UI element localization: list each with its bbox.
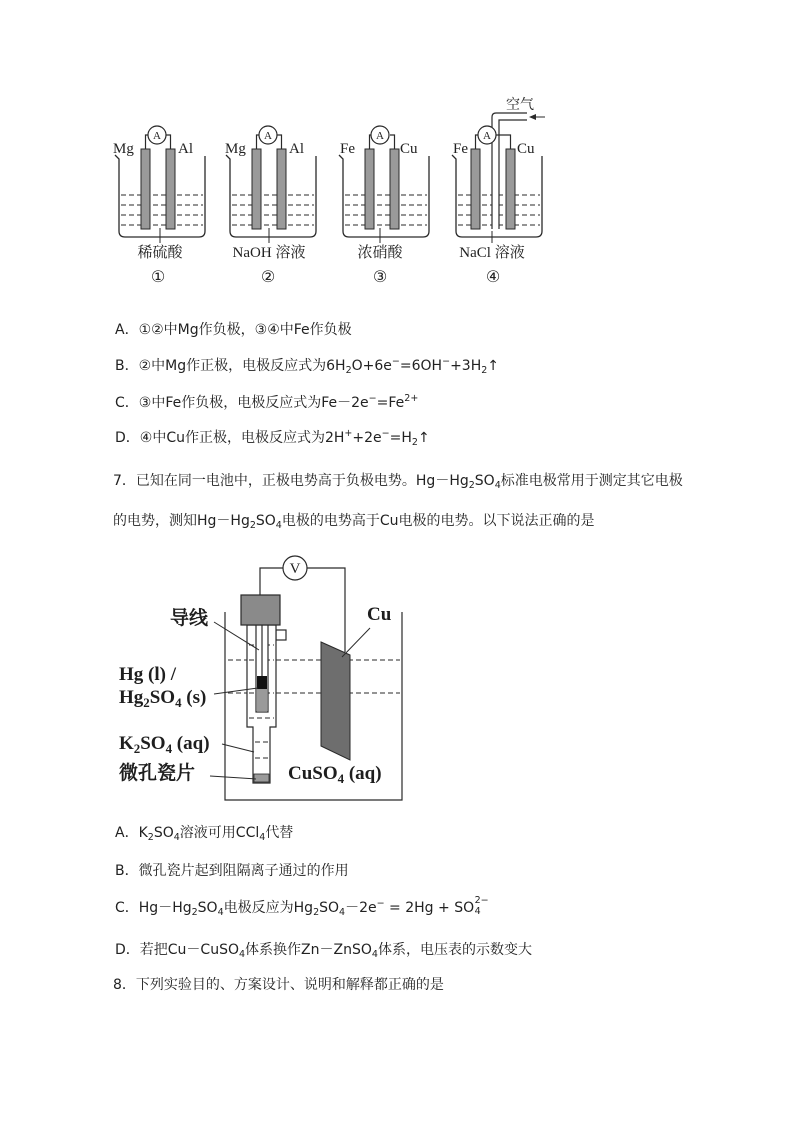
superscript: −	[376, 898, 385, 910]
left-electrode	[252, 149, 261, 229]
subscript: 2	[481, 365, 488, 377]
side-arm	[276, 630, 286, 640]
solution-label: NaCl 溶液	[459, 245, 525, 261]
text-run: B．微孔瓷片起到阻隔离子通过的作用	[115, 863, 349, 879]
left-electrode-label: Mg	[225, 141, 246, 157]
figure-galvanic-cells	[0, 85, 793, 300]
text-run: Hg	[119, 687, 144, 708]
left-electrode	[471, 149, 480, 229]
right-wire	[166, 135, 171, 149]
text-run: =6OH	[399, 358, 443, 374]
text-run: 8．下列实验目的、方案设计、说明和解释都正确的是	[113, 977, 444, 993]
left-electrode-label: Fe	[453, 141, 468, 157]
cell-2	[225, 126, 316, 286]
right-electrode-label: Cu	[517, 141, 535, 157]
left-electrode	[365, 149, 374, 229]
porous-ceramic-disc	[254, 774, 269, 782]
ammeter-label: A	[483, 130, 491, 142]
text-run: D．④中Cu作正极，电极反应式为2H	[115, 430, 345, 446]
right-electrode-label: Cu	[400, 141, 418, 157]
text-run: (s)	[181, 687, 207, 708]
cell-number: ④	[485, 267, 501, 286]
left-wire	[260, 568, 283, 595]
subscript: 4	[339, 907, 346, 919]
subscript: 2	[143, 695, 150, 711]
text-run: 电极的电势高于Cu电极的电势。以下说法正确的是	[281, 513, 595, 529]
text-run: C．③中Fe作负极，电极反应式为Fe－2e	[115, 395, 369, 411]
right-electrode-label: Al	[289, 141, 304, 157]
text-run: SO	[140, 733, 166, 754]
text-run: =Fe	[376, 395, 405, 411]
right-wire	[277, 135, 282, 149]
text-run: 溶液可用CCl	[179, 825, 260, 841]
charge-stack	[474, 894, 489, 917]
subscript: 4	[494, 480, 501, 492]
mercurous-sulfate	[257, 689, 267, 711]
q7-option-c	[115, 894, 489, 919]
subscript: 4	[259, 832, 266, 844]
mercury	[257, 676, 267, 689]
leader-k2so4	[222, 744, 254, 752]
hg2so4-label	[119, 687, 206, 710]
text-run: B．②中Mg作正极，电极反应式为6H	[115, 358, 346, 374]
left-wire	[257, 135, 260, 149]
q7-option-d	[115, 941, 532, 961]
k2so4-label	[119, 733, 210, 756]
solution-label: NaOH 溶液	[232, 245, 306, 261]
text-run: SO	[197, 900, 218, 916]
text-run: SO	[149, 687, 176, 708]
cell-number: ②	[260, 267, 276, 286]
subscript: 4	[165, 741, 173, 757]
cell-4	[452, 96, 545, 286]
subscript: 4	[175, 695, 182, 711]
superscript: −	[391, 356, 400, 368]
beaker	[226, 155, 316, 237]
text-run: +2e	[352, 430, 382, 446]
beaker	[115, 155, 205, 237]
solution-label: 浓硝酸	[357, 245, 403, 261]
q6-option-c	[115, 394, 418, 414]
subscript: 2	[147, 832, 154, 844]
subscript: 2	[313, 907, 320, 919]
subscript: 2	[411, 437, 418, 449]
subscript: 2	[133, 741, 141, 757]
ammeter-label: A	[376, 130, 384, 142]
superscript: 2−	[474, 894, 489, 906]
ammeter-label: A	[153, 130, 161, 142]
superscript: −	[442, 356, 451, 368]
text-run: +3H	[450, 358, 482, 374]
q7-option-b	[115, 862, 349, 880]
subscript: 2	[249, 520, 256, 532]
right-wire	[390, 135, 395, 149]
air-label: 空气	[506, 98, 534, 113]
ammeter-label: A	[264, 130, 272, 142]
text-run: O+6e	[351, 358, 392, 374]
q6-option-d	[115, 429, 430, 449]
text-run: SO	[255, 513, 276, 529]
disc-label: 微孔瓷片	[119, 763, 196, 784]
subscript: 2	[468, 480, 475, 492]
superscript: −	[368, 393, 377, 405]
q8-stem	[113, 976, 444, 994]
superscript: +	[344, 428, 353, 440]
text-run: ↑	[487, 358, 500, 374]
text-run: A．K	[115, 825, 148, 841]
q7-option-a	[115, 824, 293, 844]
text-run: = 2Hg + SO	[384, 900, 475, 916]
wire-label: 导线	[170, 608, 209, 629]
subscript: 2	[191, 907, 198, 919]
subscript: 4	[217, 907, 224, 919]
air-arrow-icon	[529, 114, 536, 120]
leader-disc	[210, 776, 256, 779]
text-run: (aq)	[344, 763, 382, 784]
text-run: 代替	[265, 825, 294, 841]
text-run: C．Hg－Hg	[115, 900, 192, 916]
text-run: 体系，电压表的示数变大	[377, 942, 532, 958]
solution-label: 稀硫酸	[137, 245, 183, 261]
right-electrode-label: Al	[178, 141, 193, 157]
right-wire	[307, 568, 345, 652]
left-wire	[476, 135, 479, 149]
superscript: 2+	[404, 393, 419, 405]
text-run: 7．已知在同一电池中，正极电势高于负极电势。Hg－Hg	[113, 473, 469, 489]
cu-label: Cu	[367, 604, 392, 625]
text-run: 标准电极常用于测定其它电极	[500, 473, 683, 489]
leader-cu	[342, 628, 370, 657]
beaker	[339, 155, 429, 237]
right-electrode	[166, 149, 175, 229]
text-run: SO	[319, 900, 340, 916]
voltmeter-label: V	[289, 561, 301, 577]
subscript: 4	[173, 832, 180, 844]
q7-stem-line-2	[113, 512, 595, 532]
text-run: (aq)	[172, 733, 210, 754]
q7-stem-line-1	[113, 472, 683, 492]
text-run: ↑	[417, 430, 430, 446]
right-electrode	[390, 149, 399, 229]
cell-number: ③	[372, 267, 388, 286]
subscript: 4	[275, 520, 282, 532]
text-run: CuSO	[288, 763, 338, 784]
text-run: SO	[474, 473, 495, 489]
left-electrode-label: Mg	[113, 141, 134, 157]
q6-option-a	[115, 321, 352, 339]
subscript: 4	[238, 949, 246, 961]
cell-3	[339, 126, 429, 286]
text-run: K	[119, 733, 134, 754]
right-electrode	[506, 149, 515, 229]
text-run: －2e	[345, 900, 377, 916]
left-electrode	[141, 149, 150, 229]
q6-option-b	[115, 357, 499, 377]
subscript: 4	[337, 771, 345, 787]
left-electrode-label: Fe	[340, 141, 355, 157]
electrode-cap	[241, 595, 280, 625]
subscript: 4	[371, 949, 378, 961]
text-run: 体系换作Zn－ZnSO	[245, 942, 372, 958]
text-run: =H	[389, 430, 412, 446]
right-electrode	[277, 149, 286, 229]
copper-plate	[321, 642, 350, 760]
superscript: −	[381, 428, 390, 440]
text-run: A．①②中Mg作负极，③④中Fe作负极	[115, 322, 352, 338]
subscript: 2	[345, 365, 352, 377]
text-run: 的电势，测知Hg－Hg	[113, 513, 250, 529]
left-wire	[146, 135, 149, 149]
text-run: D．若把Cu－CuSO	[115, 942, 239, 958]
cuso4-label	[288, 763, 382, 786]
cell-number: ①	[150, 267, 166, 286]
hg-label: Hg (l) /	[119, 664, 176, 685]
text-run: SO	[153, 825, 174, 841]
cell-1	[113, 126, 205, 286]
subscript: 4	[474, 905, 481, 917]
text-run: 电极反应为Hg	[223, 900, 314, 916]
